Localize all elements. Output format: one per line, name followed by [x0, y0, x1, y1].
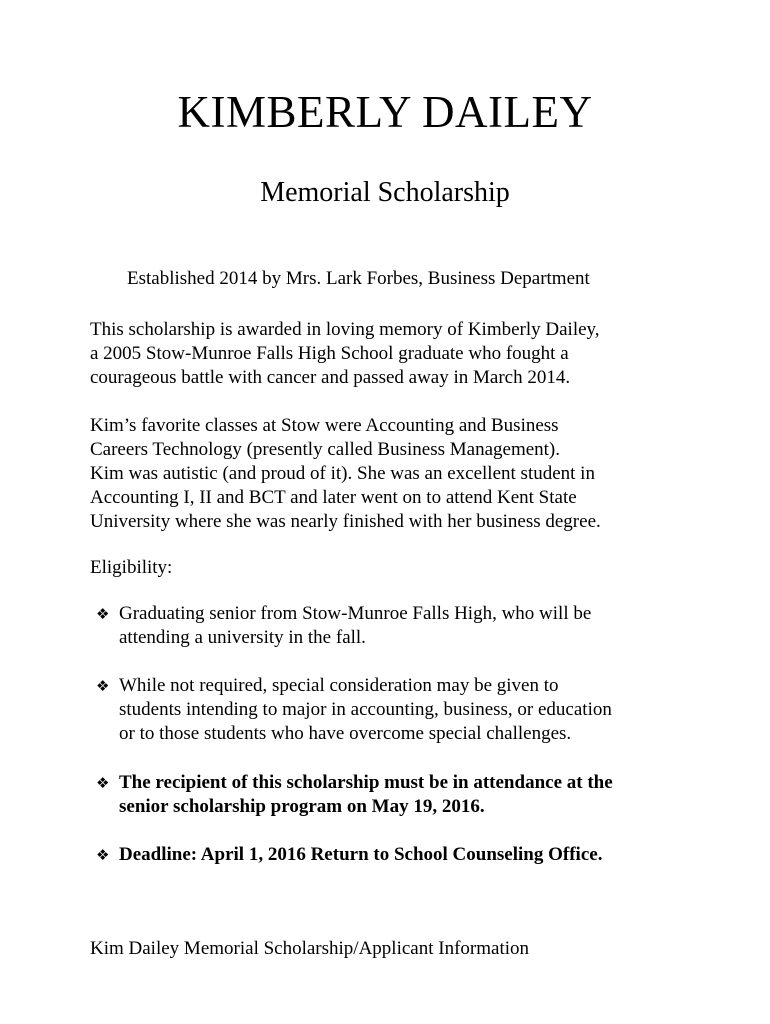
- diamond-bullet-icon: ❖: [96, 774, 110, 792]
- bullet-line: The recipient of this scholarship must be in attendance at the: [119, 772, 613, 793]
- established-line: Established 2014 by Mrs. Lark Forbes, Business Department: [127, 268, 590, 289]
- bullet-text: [119, 771, 613, 819]
- paragraph-line: courageous battle with cancer and passed away in March 2014.: [90, 367, 571, 388]
- bullet-line: senior scholarship program on May 19, 2016.: [119, 796, 485, 817]
- paragraph-line: Accounting I, II and BCT and later went on to attend Kent State: [90, 487, 577, 508]
- bullet-line: Deadline: April 1, 2016 Return to School Counseling Office.: [119, 844, 603, 865]
- bullet-line: Graduating senior from Stow-Munroe Falls High, who will be: [119, 603, 592, 624]
- bullet-text: [119, 602, 591, 650]
- page-title: KIMBERLY DAILEY: [177, 87, 593, 137]
- diamond-bullet-icon: ❖: [96, 605, 110, 623]
- memorial-paragraph: [90, 318, 710, 390]
- page-subtitle: Memorial Scholarship: [260, 177, 510, 208]
- paragraph-line: This scholarship is awarded in loving memory of Kimberly Dailey,: [90, 319, 600, 340]
- bullet-line: attending a university in the fall.: [119, 627, 366, 648]
- paragraph-line: University where she was nearly finished with her business degree.: [90, 511, 601, 532]
- diamond-bullet-icon: ❖: [96, 677, 110, 695]
- bullet-text: [119, 674, 612, 746]
- bullet-line: While not required, special consideration may be given to: [119, 675, 559, 696]
- paragraph-line: a 2005 Stow-Munroe Falls High School graduate who fought a: [90, 343, 569, 364]
- paragraph-line: Kim’s favorite classes at Stow were Accounting and Business: [90, 415, 559, 436]
- diamond-bullet-icon: ❖: [96, 846, 110, 864]
- bullet-line: or to those students who have overcome special challenges.: [119, 723, 572, 744]
- bullet-line: students intending to major in accounting, business, or education: [119, 699, 612, 720]
- paragraph-line: Kim was autistic (and proud of it). She was an excellent student in: [90, 463, 595, 484]
- page-footer: Kim Dailey Memorial Scholarship/Applicant Information: [90, 938, 530, 959]
- bullet-text: [119, 843, 602, 867]
- paragraph-line: Careers Technology (presently called Business Management).: [90, 439, 561, 460]
- eligibility-heading: Eligibility:: [90, 557, 173, 578]
- favorite-classes-paragraph: [90, 414, 710, 534]
